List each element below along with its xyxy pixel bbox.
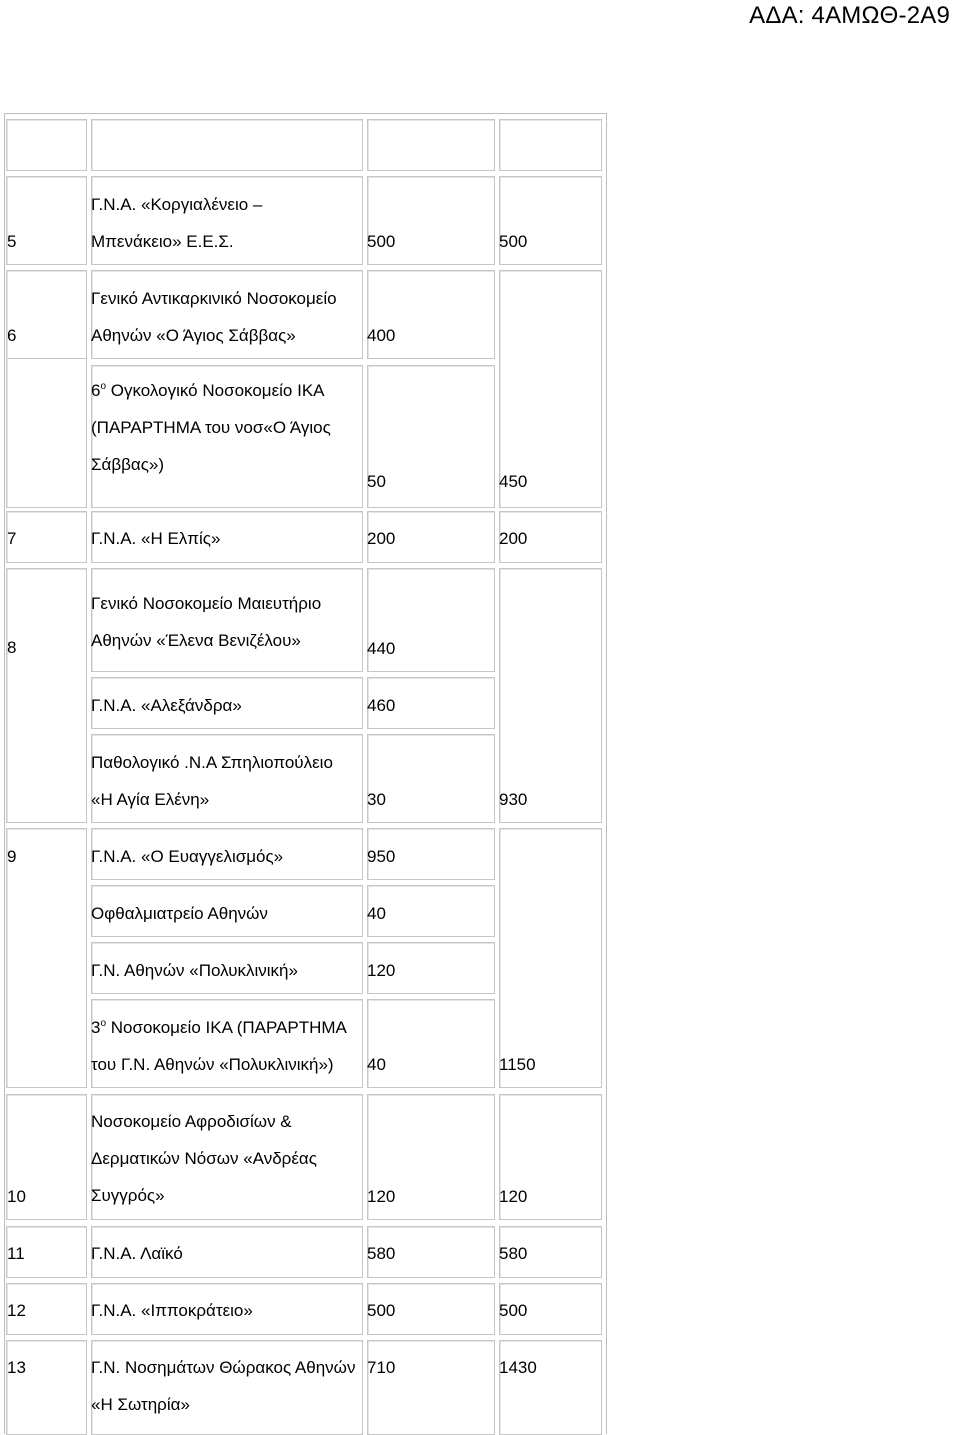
header-cell-1 xyxy=(91,119,363,171)
hospital-name-line: «Η Σωτηρία» xyxy=(91,1395,190,1414)
hospital-name-line: (ΠΑΡΑΡΤΗΜΑ του νοσ«Ο Άγιος xyxy=(91,418,331,437)
row-number: 5 xyxy=(7,232,17,251)
hospital-name-line: Γ.Ν. Αθηνών «Πολυκλινική» xyxy=(91,961,298,980)
row-number: 7 xyxy=(7,529,17,548)
total-value: 500 xyxy=(499,232,528,251)
hospital-name-line: Γ.Ν.Α. «Η Ελπίς» xyxy=(91,529,221,548)
beds-cell xyxy=(367,365,495,508)
num-cell xyxy=(6,568,87,823)
hospital-name-text: Νοσοκομείο ΙΚΑ (ΠΑΡΑΡΤΗΜΑ xyxy=(106,1018,347,1037)
hospital-name-line xyxy=(91,1018,347,1038)
beds-value: 460 xyxy=(367,696,396,715)
beds-cell xyxy=(367,885,495,937)
beds-value: 120 xyxy=(367,1187,396,1206)
hospital-name-line: Γ.Ν. Νοσημάτων Θώρακος Αθηνών xyxy=(91,1358,356,1377)
num-cell xyxy=(6,176,87,265)
total-value: 120 xyxy=(499,1187,528,1206)
beds-value: 200 xyxy=(367,529,396,548)
hospital-name-line: Γ.Ν.Α. Λαϊκό xyxy=(91,1244,183,1263)
num-cell xyxy=(6,1340,87,1435)
hospital-name-line: Παθολογικό .Ν.Α Σπηλιοπούλειο xyxy=(91,753,333,772)
beds-cell xyxy=(367,999,495,1088)
hospital-name-line: Συγγρός» xyxy=(91,1186,165,1205)
hospital-name-line: του Γ.Ν. Αθηνών «Πολυκλινική») xyxy=(91,1055,334,1074)
total-value: 450 xyxy=(499,472,528,491)
hospital-name-line: Γ.Ν.Α. «Ιπποκράτειο» xyxy=(91,1301,253,1320)
total-cell xyxy=(499,568,602,823)
beds-value: 30 xyxy=(367,790,386,809)
header-cell-3 xyxy=(499,119,602,171)
hospital-name-line: Γ.Ν.Α. «Αλεξάνδρα» xyxy=(91,696,242,715)
beds-value: 440 xyxy=(367,639,396,658)
beds-value: 500 xyxy=(367,232,396,251)
total-value: 200 xyxy=(499,529,528,548)
total-value: 1430 xyxy=(499,1358,537,1377)
beds-value: 500 xyxy=(367,1301,396,1320)
num-cell xyxy=(6,828,87,1088)
total-cell xyxy=(499,828,602,1088)
beds-value: 120 xyxy=(367,961,396,980)
hospital-name-line: Δερματικών Νόσων «Ανδρέας xyxy=(91,1149,317,1168)
beds-value: 50 xyxy=(367,472,386,491)
header-cell-0 xyxy=(6,119,87,171)
beds-value: 710 xyxy=(367,1358,396,1377)
ordinal-suffix: ο xyxy=(100,381,107,392)
beds-cell xyxy=(367,734,495,823)
total-cell xyxy=(499,1340,602,1435)
hospital-name-line xyxy=(91,381,325,401)
ordinal-number: 6 xyxy=(91,381,101,400)
ordinal-suffix: ο xyxy=(100,1018,107,1029)
total-value: 1150 xyxy=(499,1055,536,1074)
name-cell xyxy=(91,568,363,672)
total-value: 580 xyxy=(499,1244,528,1263)
row-number: 11 xyxy=(7,1244,25,1263)
hospital-name-line: Γενικό Αντικαρκινικό Νοσοκομείο xyxy=(91,289,337,308)
ada-code: ΑΔΑ: 4ΑΜΩΘ-2Α9 xyxy=(749,2,950,29)
row-number: 8 xyxy=(7,638,17,657)
num-cell xyxy=(6,270,87,508)
hospital-name-line: «Η Αγία Ελένη» xyxy=(91,790,210,809)
hospital-name-line: Οφθαλμιατρείο Αθηνών xyxy=(91,904,268,923)
beds-value: 40 xyxy=(367,1055,386,1074)
hospital-name-line: Νοσοκομείο Αφροδισίων & xyxy=(91,1112,292,1131)
row-number: 10 xyxy=(7,1187,26,1206)
row-number: 9 xyxy=(7,847,17,866)
hospital-name-line: Σάββας») xyxy=(91,455,165,474)
beds-value: 950 xyxy=(367,847,396,866)
num-cell xyxy=(6,511,87,563)
total-value: 500 xyxy=(499,1301,528,1320)
beds-value: 40 xyxy=(367,904,386,923)
row-number: 13 xyxy=(7,1358,26,1377)
row-number: 6 xyxy=(7,326,17,345)
total-value: 930 xyxy=(499,790,528,809)
hospital-name-line: Γενικό Νοσοκομείο Μαιευτήριο xyxy=(91,594,322,613)
beds-cell xyxy=(367,1340,495,1435)
beds-value: 580 xyxy=(367,1244,396,1263)
hospital-beds-table xyxy=(4,113,607,1434)
name-cell xyxy=(91,1340,363,1435)
hospital-name-line: Μπενάκειο» Ε.Ε.Σ. xyxy=(91,232,234,251)
ordinal-number: 3 xyxy=(91,1018,101,1037)
header-cell-2 xyxy=(367,119,495,171)
hospital-name-line: Αθηνών «Ο Άγιος Σάββας» xyxy=(91,326,296,345)
row-number: 12 xyxy=(7,1301,26,1320)
hospital-name-text: Ογκολογικό Νοσοκομείο ΙΚΑ xyxy=(106,381,325,400)
beds-value: 400 xyxy=(367,326,396,345)
hospital-name-line: Αθηνών «Έλενα Βενιζέλου» xyxy=(91,631,301,650)
hospital-name-line: Γ.Ν.Α. «Κοργιαλένειο – xyxy=(91,195,263,214)
hospital-name-line: Γ.Ν.Α. «Ο Ευαγγελισμός» xyxy=(91,847,284,866)
